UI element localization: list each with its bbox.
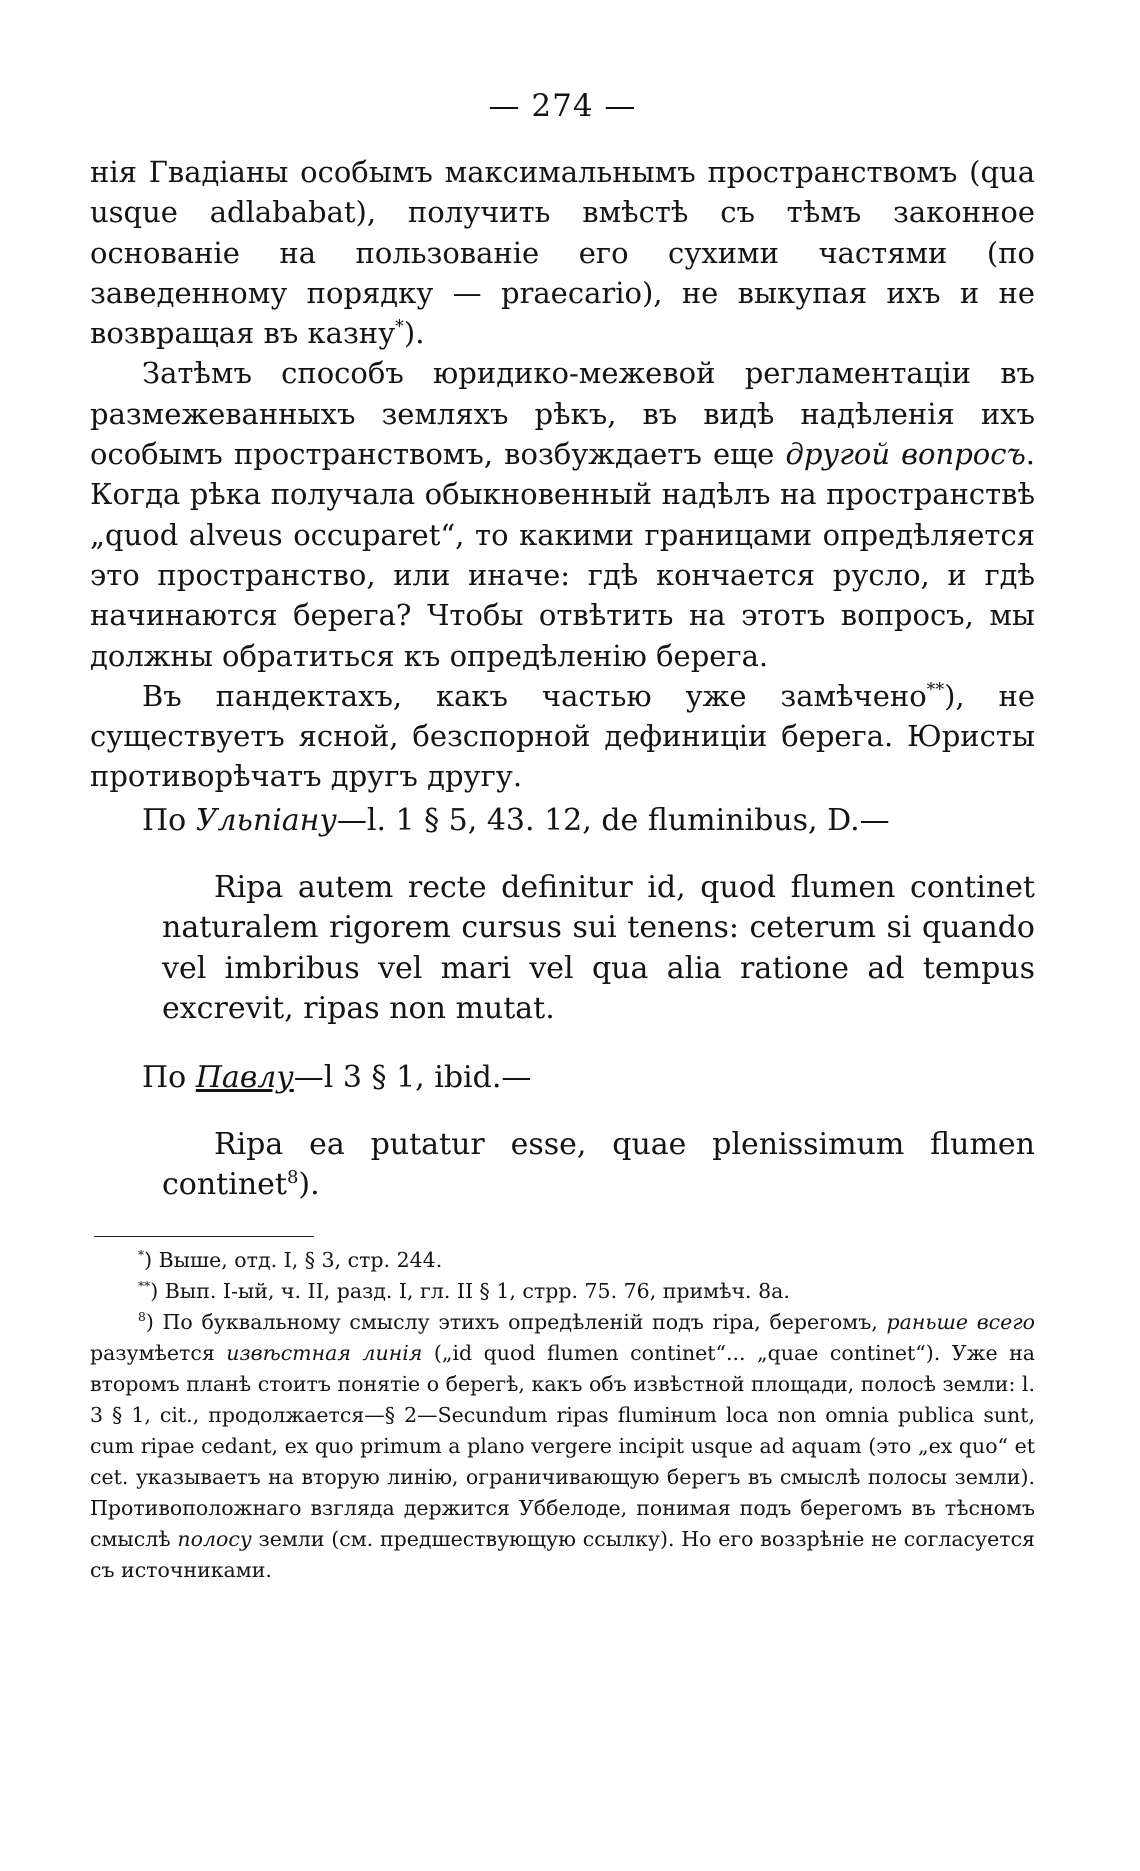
footnote-3-pre: ) По буквальному смыслу этихъ опредѣленій подъ ripa, берегомъ,	[145, 1309, 887, 1334]
citation-paul-heading	[142, 1060, 1035, 1095]
paragraph-3	[90, 676, 1035, 797]
footnote-1-mark: *	[138, 1247, 145, 1262]
paragraph-2-emphasis: другой вопросъ	[785, 437, 1026, 472]
main-text	[90, 152, 1035, 797]
latin-quote-2	[162, 1125, 1035, 1206]
paragraph-1-text: нія Гвадіаны особымъ максимальнымъ пространствомъ (qua usque adlababat), получить вмѣстѣ съ тѣмъ законное основаніе на пользованіе его сухими частями (по заведенному порядку — praecario), не выкупая ихъ и не возвращая въ казну	[90, 155, 1035, 351]
latin-quote-2-after: ).	[298, 1167, 320, 1203]
citation-author: Ульпіану	[195, 802, 337, 838]
latin-quote-2-text: Ripa ea putatur esse, quae plenissimum flumen continet	[162, 1126, 1035, 1203]
footnote-divider	[94, 1236, 314, 1237]
footnotes	[90, 1245, 1035, 1586]
citation-reference: —l 3 § 1, ibid.—	[293, 1059, 532, 1095]
paragraph-3-post: ), не существуетъ ясной, безспорной дефиниціи берега. Юристы противорѣчатъ другъ другу.	[90, 678, 1035, 794]
citation-prefix: По	[142, 1059, 196, 1095]
footnote-3-mid1: разумѣется	[90, 1340, 227, 1365]
footnote-3-em3: полосу	[177, 1526, 252, 1551]
page-number: — 274 —	[488, 88, 637, 124]
footnote-2-mark: **	[138, 1278, 151, 1293]
paragraph-1	[90, 152, 1035, 353]
citation-ulpian-heading	[142, 803, 1035, 838]
paragraph-1-after: ).	[403, 316, 425, 351]
book-page	[90, 88, 1035, 1586]
paragraph-2-pre: Затѣмъ способъ юридико-межевой регламентаціи въ размежеванныхъ земляхъ рѣкъ, въ видѣ надѣленія ихъ особымъ пространствомъ, возбуждаетъ еще	[90, 356, 1035, 472]
citation-reference: —l. 1 § 5, 43. 12, de fluminibus, D.—	[336, 802, 890, 838]
latin-quote-1: Ripa autem recte definitur id, quod flumen continet naturalem rigorem cursus sui tenens: ceterum si quando vel imbribus vel mari vel qua alia ratione ad tempus excrevit, ripas non mutat.	[162, 869, 1035, 1027]
footnote-1-text: ) Выше, отд. I, § 3, стр. 244.	[144, 1247, 443, 1272]
footnote-ref-2: **	[926, 680, 945, 701]
footnote-ref-1: *	[395, 317, 404, 338]
footnote-2	[90, 1276, 1035, 1307]
footnote-1	[90, 1245, 1035, 1276]
footnote-3-mark: 8	[138, 1309, 146, 1324]
citation-prefix: По	[142, 802, 196, 838]
citation-ulpian-quote	[162, 868, 1035, 1030]
footnote-2-text: ) Вып. I-ый, ч. II, разд. I, гл. II § 1, стрр. 75. 76, примѣч. 8а.	[150, 1278, 790, 1303]
paragraph-2	[90, 353, 1035, 675]
footnote-ref-3: 8	[286, 1167, 299, 1189]
footnote-3	[90, 1307, 1035, 1586]
footnote-3-em1: раньше всего	[886, 1309, 1035, 1334]
footnote-3-post: земли (см. предшествующую ссылку). Но его воззрѣніе не согласуется съ источниками.	[90, 1526, 1035, 1582]
paragraph-2-post: . Когда рѣка получала обыкновенный надѣлъ на пространствѣ „quod alveus occuparet“, то какими границами опредѣляется это пространство, или иначе: гдѣ кончается русло, и гдѣ начинаются берега? Чтобы отвѣтить на этотъ вопросъ, мы должны обратиться къ опредѣленію берега.	[90, 437, 1036, 673]
citation-paul-quote	[162, 1125, 1035, 1206]
paragraph-3-pre: Въ пандектахъ, какъ частью уже замѣчено	[142, 678, 927, 713]
footnote-3-mid2: („id quod flumen continet“... „quae continet“). Уже на второмъ планѣ стоитъ понятіе о берегѣ, какъ объ извѣстной площади, полосѣ земли: l. 3 § 1, cit., продолжается—§ 2—Secundum ripas flumінum loca non omnia publica sunt, cum ripae cedant, ex quo primum a plano vergere incipit usque ad aquam (это „ex quo“ et cet. указываетъ на вторую линію, ограничивающую берегъ въ смыслѣ полосы земли). Противоположнаго взгляда держится Уббелоде, понимая подъ берегомъ въ тѣсномъ смыслѣ	[90, 1340, 1035, 1551]
footnote-3-em2: извѣстная линія	[226, 1340, 423, 1365]
citation-author: Павлу	[195, 1059, 294, 1095]
